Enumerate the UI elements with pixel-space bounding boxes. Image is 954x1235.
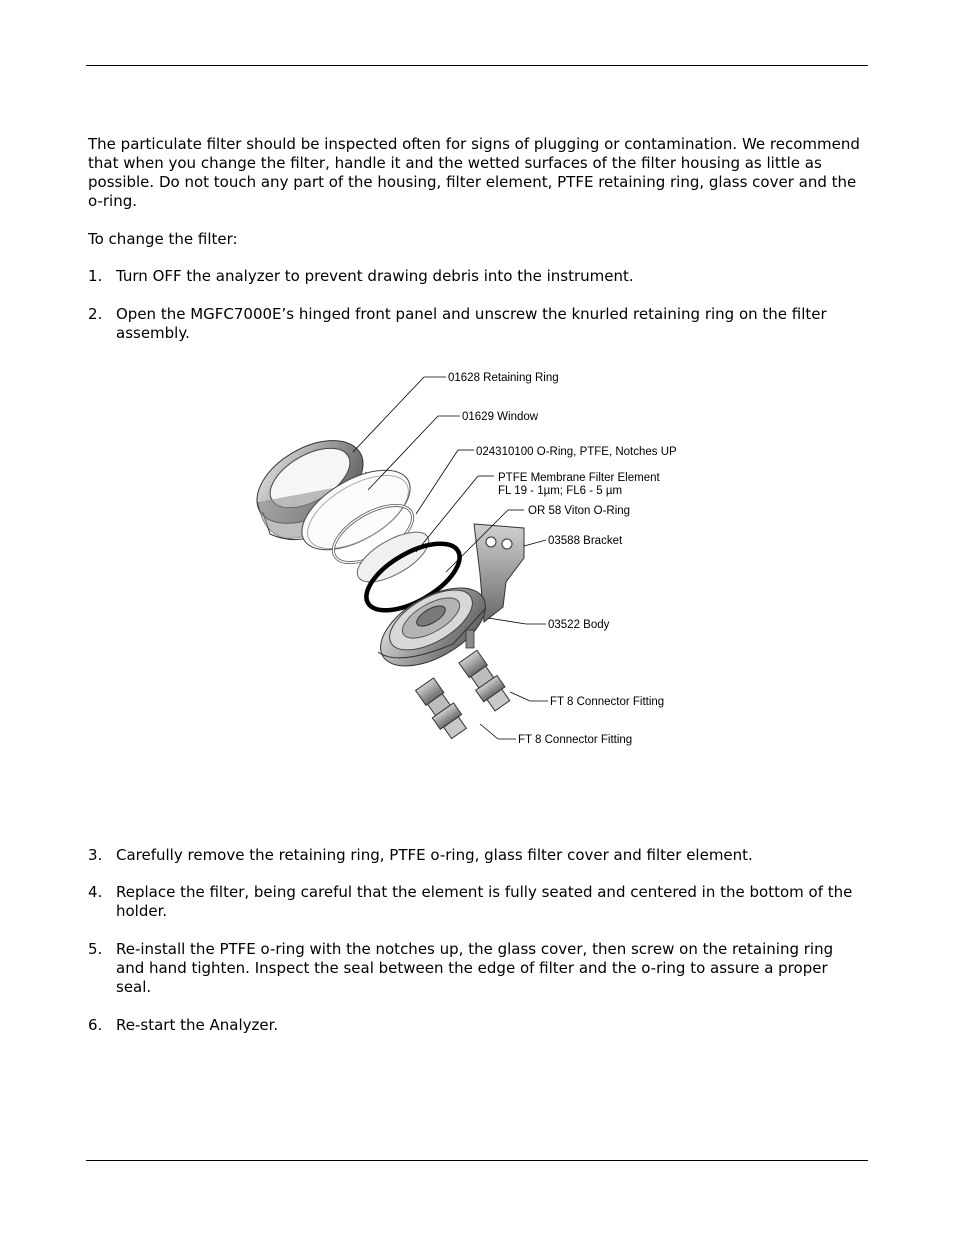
label-membrane-line2: FL 19 - 1µm; FL6 - 5 µm [498, 485, 623, 497]
step-text: Carefully remove the retaining ring, PTFE o-ring, glass filter cover and filter element. [116, 846, 753, 864]
footer-rule [86, 1160, 868, 1161]
lead-in-text: To change the filter: [88, 230, 238, 248]
label-ptfe-oring: 024310100 O-Ring, PTFE, Notches UP [476, 446, 677, 458]
step-6 [88, 1016, 863, 1035]
label-fitting-upper: FT 8 Connector Fitting [550, 696, 665, 708]
step-1 [88, 267, 863, 286]
connector-fitting-upper-part [457, 649, 513, 713]
connector-fitting-lower-part [414, 677, 470, 741]
label-window: 01629 Window [462, 411, 539, 423]
intro-paragraph: The particulate filter should be inspected often for signs of plugging or contamination. We recommend that when you change the filter, handle it and the wetted surfaces of the filter housing as little as possible. Do not touch any part of the housing, filter element, PTFE retaining ring, glass cover and the o-ring. [88, 135, 860, 210]
step-number: 6. [88, 1016, 103, 1034]
header-rule [86, 65, 868, 66]
step-3 [88, 846, 863, 865]
label-fitting-lower: FT 8 Connector Fitting [518, 734, 633, 746]
step-text: Turn OFF the analyzer to prevent drawing debris into the instrument. [116, 267, 634, 285]
step-text: Replace the filter, being careful that the element is fully seated and centered in the bottom of the holder. [116, 883, 853, 920]
label-viton-oring: OR 58 Viton O-Ring [528, 505, 631, 517]
label-membrane-line1: PTFE Membrane Filter Element [498, 472, 660, 484]
filter-assembly-diagram [248, 362, 704, 752]
label-bracket: 03588 Bracket [548, 535, 623, 547]
step-text: Open the MGFC7000E’s hinged front panel and unscrew the knurled retaining ring on the filter assembly. [116, 305, 827, 342]
step-number: 2. [88, 305, 103, 323]
step-text: Re-install the PTFE o-ring with the notches up, the glass cover, then screw on the retaining ring and hand tighten. Inspect the seal between the edge of filter and the o-ring to assure a proper seal. [116, 940, 834, 996]
step-number: 1. [88, 267, 103, 285]
step-number: 4. [88, 883, 103, 901]
step-5 [88, 940, 863, 997]
step-text: Re-start the Analyzer. [116, 1016, 279, 1034]
step-4 [88, 883, 863, 921]
step-number: 5. [88, 940, 103, 958]
label-body: 03522 Body [548, 619, 610, 631]
label-retaining-ring: 01628 Retaining Ring [448, 372, 559, 384]
step-2 [88, 305, 863, 343]
step-number: 3. [88, 846, 103, 864]
